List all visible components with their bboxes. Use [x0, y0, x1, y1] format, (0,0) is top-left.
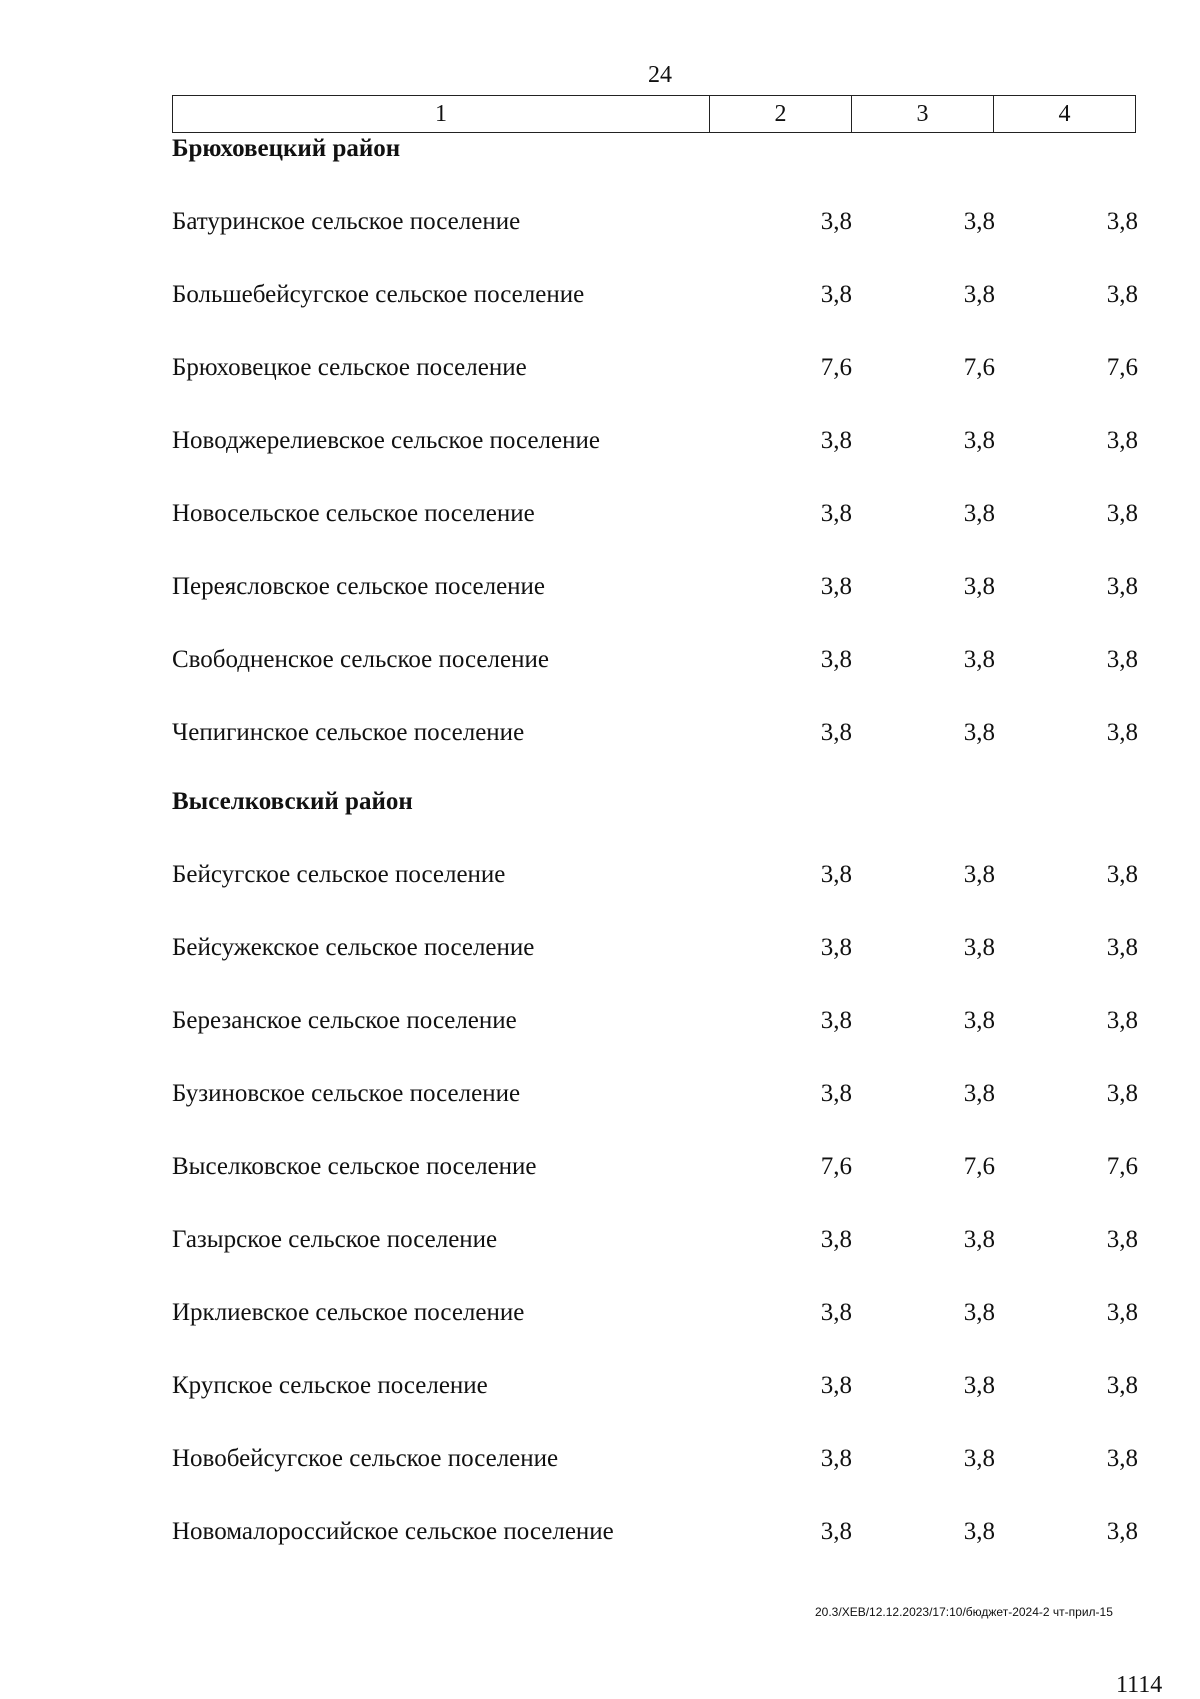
value-column-2: 3,8 — [820, 1007, 852, 1034]
table-row — [172, 208, 1138, 240]
value-column-4: 3,8 — [1106, 208, 1138, 235]
value-column-4: 3,8 — [1106, 719, 1138, 746]
settlement-name: Новосельское сельское поселение — [172, 500, 535, 527]
settlement-name: Бейсугское сельское поселение — [172, 861, 506, 888]
value-column-2: 3,8 — [820, 646, 852, 673]
value-column-2: 3,8 — [820, 719, 852, 746]
settlement-name: Свободненское сельское поселение — [172, 646, 549, 673]
table-row — [172, 646, 1138, 678]
section-title: Выселковский район — [172, 788, 413, 815]
column-number-header — [172, 95, 1136, 133]
value-column-4: 3,8 — [1106, 1445, 1138, 1472]
table-row — [172, 934, 1138, 966]
value-column-3: 3,8 — [963, 1445, 995, 1472]
settlement-name: Газырское сельское поселение — [172, 1226, 498, 1253]
value-column-4: 3,8 — [1106, 1226, 1138, 1253]
column-2-header: 2 — [710, 96, 852, 133]
value-column-3: 7,6 — [963, 354, 995, 381]
value-column-3: 3,8 — [963, 281, 995, 308]
column-3-header: 3 — [852, 96, 994, 133]
settlement-name: Бейсужекское сельское поселение — [172, 934, 535, 961]
settlement-name: Новомалороссийское сельское поселение — [172, 1518, 614, 1545]
value-column-2: 3,8 — [820, 934, 852, 961]
settlement-name: Березанское сельское поселение — [172, 1007, 517, 1034]
value-column-2: 7,6 — [820, 1153, 852, 1180]
value-column-3: 3,8 — [963, 1299, 995, 1326]
value-column-4: 7,6 — [1106, 354, 1138, 381]
value-column-3: 3,8 — [963, 427, 995, 454]
value-column-3: 3,8 — [963, 1372, 995, 1399]
value-column-2: 3,8 — [820, 281, 852, 308]
value-column-4: 3,8 — [1106, 1518, 1138, 1545]
settlement-name: Ирклиевское сельское поселение — [172, 1299, 525, 1326]
value-column-2: 3,8 — [820, 1080, 852, 1107]
table-row — [172, 1372, 1138, 1404]
value-column-2: 3,8 — [820, 861, 852, 888]
table-row — [172, 1299, 1138, 1331]
value-column-2: 3,8 — [820, 208, 852, 235]
value-column-4: 3,8 — [1106, 500, 1138, 527]
value-column-3: 3,8 — [963, 1518, 995, 1545]
value-column-3: 3,8 — [963, 934, 995, 961]
value-column-3: 3,8 — [963, 1007, 995, 1034]
value-column-4: 3,8 — [1106, 646, 1138, 673]
table-row — [172, 573, 1138, 605]
value-column-3: 3,8 — [963, 500, 995, 527]
settlement-name: Брюховецкое сельское поселение — [172, 354, 527, 381]
value-column-2: 3,8 — [820, 1372, 852, 1399]
section-title: Брюховецкий район — [172, 135, 401, 162]
value-column-4: 7,6 — [1106, 1153, 1138, 1180]
table-row — [172, 1445, 1138, 1477]
value-column-4: 3,8 — [1106, 1299, 1138, 1326]
settlement-name: Большебейсугское сельское поселение — [172, 281, 585, 308]
value-column-4: 3,8 — [1106, 1007, 1138, 1034]
value-column-2: 3,8 — [820, 1445, 852, 1472]
sheet-number: 1114 — [1116, 1672, 1163, 1698]
settlement-name: Переясловское сельское поселение — [172, 573, 546, 600]
settlement-name: Выселковское сельское поселение — [172, 1153, 537, 1180]
value-column-4: 3,8 — [1106, 934, 1138, 961]
table-row — [172, 500, 1138, 532]
value-column-2: 3,8 — [820, 1299, 852, 1326]
value-column-4: 3,8 — [1106, 861, 1138, 888]
settlement-name: Новобейсугское сельское поселение — [172, 1445, 559, 1472]
table-row — [172, 719, 1138, 751]
settlement-name: Батуринское сельское поселение — [172, 208, 521, 235]
page-number: 24 — [648, 62, 672, 88]
table-row — [172, 1226, 1138, 1258]
settlement-name: Новоджерелиевское сельское поселение — [172, 427, 600, 454]
table-row — [172, 1518, 1138, 1550]
table-row — [172, 1007, 1138, 1039]
value-column-3: 3,8 — [963, 646, 995, 673]
value-column-3: 3,8 — [963, 1226, 995, 1253]
value-column-4: 3,8 — [1106, 281, 1138, 308]
value-column-4: 3,8 — [1106, 1372, 1138, 1399]
settlement-name: Крупское сельское поселение — [172, 1372, 488, 1399]
value-column-4: 3,8 — [1106, 1080, 1138, 1107]
table-row — [172, 1080, 1138, 1112]
value-column-2: 3,8 — [820, 500, 852, 527]
value-column-2: 3,8 — [820, 1226, 852, 1253]
table-row — [172, 861, 1138, 893]
table-row — [172, 354, 1138, 386]
value-column-3: 3,8 — [963, 573, 995, 600]
value-column-4: 3,8 — [1106, 427, 1138, 454]
value-column-2: 3,8 — [820, 427, 852, 454]
value-column-3: 3,8 — [963, 1080, 995, 1107]
value-column-2: 7,6 — [820, 354, 852, 381]
value-column-3: 7,6 — [963, 1153, 995, 1180]
value-column-4: 3,8 — [1106, 573, 1138, 600]
value-column-2: 3,8 — [820, 1518, 852, 1545]
value-column-3: 3,8 — [963, 861, 995, 888]
settlement-name: Чепигинское сельское поселение — [172, 719, 525, 746]
settlement-name: Бузиновское сельское поселение — [172, 1080, 521, 1107]
value-column-3: 3,8 — [963, 208, 995, 235]
table-row — [172, 427, 1138, 459]
column-4-header: 4 — [994, 96, 1136, 133]
document-code: 20.3/ХЕВ/12.12.2023/17:10/бюджет-2024-2 чт-прил-15 — [815, 1605, 1113, 1619]
value-column-3: 3,8 — [963, 719, 995, 746]
value-column-2: 3,8 — [820, 573, 852, 600]
table-row — [172, 281, 1138, 313]
table-row — [172, 1153, 1138, 1185]
column-1-header: 1 — [173, 96, 710, 133]
